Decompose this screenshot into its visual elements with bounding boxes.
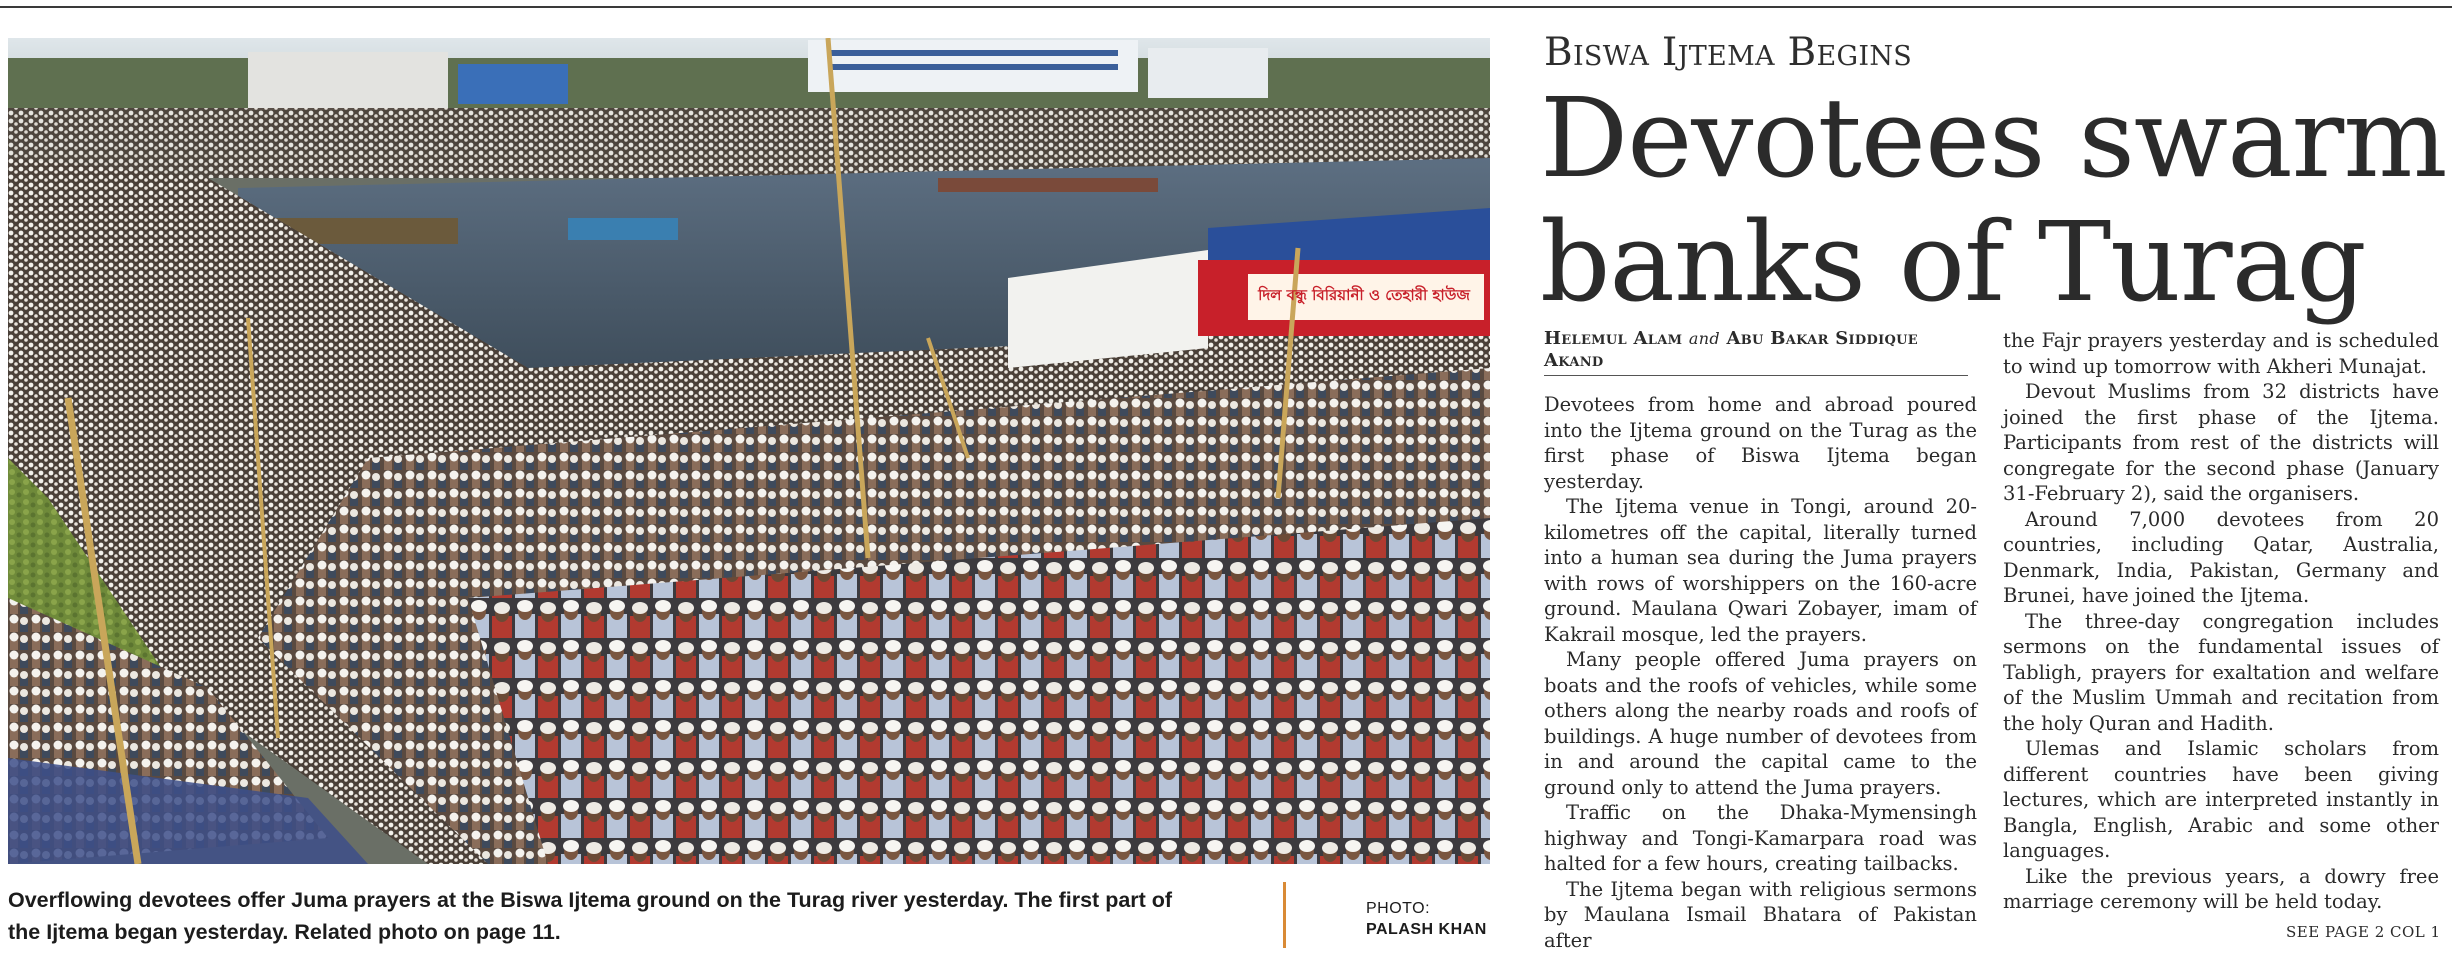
headline-line-2: banks of Turag	[1540, 198, 2366, 326]
paragraph: Traffic on the Dhaka-Mymensingh highway and Tongi-Kamarpara road was halted for a few hours, creating tailbacks.	[1544, 801, 1977, 875]
byline-author-2: Abu Bakar Siddique Akand	[1544, 328, 1918, 371]
caption-divider	[1283, 882, 1286, 948]
paragraph: Like the previous years, a dowry free marriage ceremony will be held today.	[2003, 864, 2439, 913]
news-photo	[8, 38, 1490, 864]
paragraph: Devotees from home and abroad poured into the Ijtema ground on the Turag as the first phase of Biswa Ijtema began yesterday.	[1544, 393, 1977, 493]
headline	[1540, 76, 2447, 324]
headline-line-1: Devotees swarm	[1540, 74, 2447, 202]
banner-text: দিল বন্ধু বিরিয়ানী ও তেহারী হাউজ	[1258, 286, 1470, 304]
byline-author-1: Helemul Alam	[1544, 328, 1683, 349]
byline-and: and	[1688, 329, 1720, 348]
caption-line-1: Overflowing devotees offer Juma prayers at the Biswa Ijtema ground on the Turag river yesterday. The first part of	[8, 888, 1173, 912]
see-page-jump[interactable]: SEE PAGE 2 COL 1	[2286, 923, 2441, 941]
paragraph: The Ijtema began with religious sermons by Maulana Ismail Bhatara of Pakistan after	[1544, 877, 1977, 952]
paragraph: The three-day congregation includes sermons on the fundamental issues of Tabligh, prayers for exaltation and welfare of the Muslim Ummah and recitation from the holy Quran and Hadith.	[2003, 609, 2439, 735]
byline	[1544, 328, 1968, 372]
top-rule	[0, 6, 2452, 8]
photo-caption	[8, 884, 1248, 948]
photo-credit-name: PALASH KHAN	[1366, 921, 1487, 938]
photo-credit-label: PHOTO:	[1366, 900, 1431, 917]
paragraph: Ulemas and Islamic scholars from different countries have been giving lectures, which are interpreted instantly in Bangla, English, Arabic and some other languages.	[2003, 737, 2439, 862]
paragraph: Devout Muslims from 32 districts have joined the first phase of the Ijtema. Participants from rest of the districts will congregate for the second phase (January 31-February 2), said the organisers.	[2003, 380, 2439, 505]
byline-rule	[1544, 375, 1968, 376]
kicker: Biswa Ijtema Begins	[1544, 30, 1913, 75]
article-column-2	[2003, 328, 2439, 915]
paragraph: The Ijtema venue in Tongi, around 20-kilometres off the capital, literally turned into a human sea during the Juma prayers with rows of worshippers on the 160-acre ground. Maulana Qwari Zobayer, imam of Kakrail mosque, led the prayers.	[1544, 495, 1977, 646]
paragraph: the Fajr prayers yesterday and is scheduled to wind up tomorrow with Akheri Munajat.	[2003, 329, 2439, 378]
caption-line-2: the Ijtema began yesterday. Related photo on page 11.	[8, 920, 561, 944]
photo-illustration	[8, 38, 1490, 864]
article-column-1	[1544, 392, 1977, 953]
photo-credit	[1366, 898, 1487, 940]
paragraph: Around 7,000 devotees from 20 countries, including Qatar, Australia, Denmark, India, Pakistan, Germany and Brunei, have joined the Ijtema.	[2003, 507, 2439, 607]
paragraph: Many people offered Juma prayers on boats and the roofs of vehicles, while some others along the nearby roads and roofs of buildings. A huge number of devotees from in and around the capital came to the ground only to attend the Juma prayers.	[1544, 648, 1977, 799]
